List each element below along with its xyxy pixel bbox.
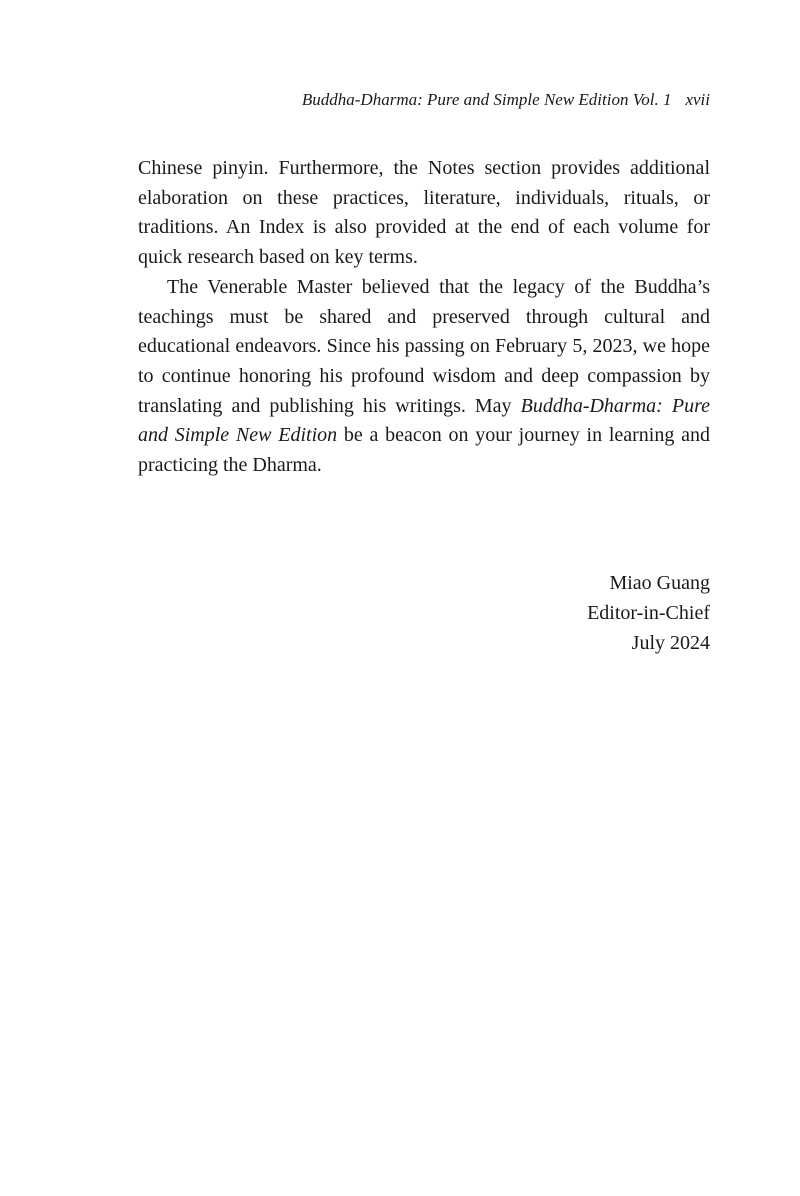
paragraph-2-text-end: be a beacon on your journey in learning and practicing the Dharma. xyxy=(138,424,710,477)
paragraph-2-text-start: The Venerable Master believed that the legacy of the Buddha’s teachings must be shared and preserved through cultural and educational endeavors. Since his passing on February 5, 2023, we hope to continue honoring his profound wisdom and deep compassion by translating and publishing his writings. May xyxy=(138,275,710,417)
page-number: xvii xyxy=(685,90,710,109)
body-text xyxy=(138,154,710,481)
running-head xyxy=(302,88,710,112)
paragraph-2 xyxy=(138,273,710,481)
book-title-italic: Buddha-Dharma: Pure and Simple New Edition xyxy=(138,394,711,447)
signature-date: July 2024 xyxy=(631,632,710,654)
signature-block xyxy=(587,568,710,658)
signature-role: Editor-in-Chief xyxy=(587,602,710,624)
signature-name: Miao Guang xyxy=(609,572,710,594)
paragraph-1: Chinese pinyin. Furthermore, the Notes section provides additional elaboration on these practices, literature, individuals, rituals, or traditions. An Index is also provided at the end of each volume for quick research based on key terms. xyxy=(138,157,710,269)
running-head-title: Buddha-Dharma: Pure and Simple New Edition Vol. 1 xyxy=(301,90,672,109)
